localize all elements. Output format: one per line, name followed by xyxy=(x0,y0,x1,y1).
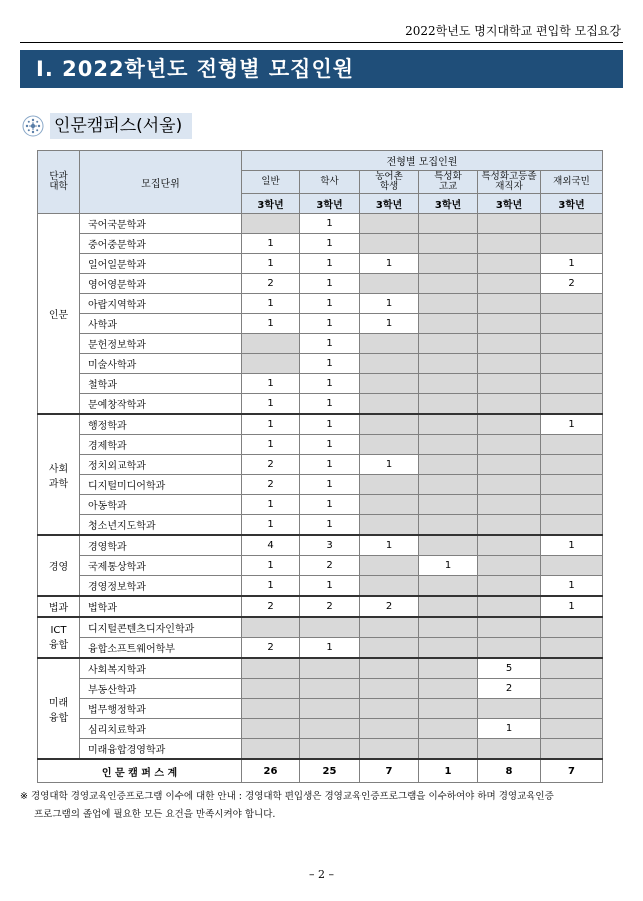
unit-cell: 심리치료학과 xyxy=(80,719,242,739)
total-cell: 26 xyxy=(242,759,300,783)
count-cell xyxy=(242,214,300,234)
count-cell: 1 xyxy=(360,535,419,556)
table-row xyxy=(38,699,603,719)
count-cell xyxy=(541,658,603,679)
count-cell xyxy=(478,596,541,617)
count-cell xyxy=(242,354,300,374)
count-cell xyxy=(541,314,603,334)
count-cell: 1 xyxy=(300,374,360,394)
count-cell xyxy=(478,495,541,515)
count-cell xyxy=(300,679,360,699)
count-cell: 1 xyxy=(541,254,603,274)
college-column-header: 단과 대학 xyxy=(38,151,80,214)
count-cell xyxy=(541,354,603,374)
count-cell xyxy=(360,274,419,294)
type-header: 농어촌 학생 xyxy=(360,171,419,194)
count-cell xyxy=(541,617,603,638)
count-cell xyxy=(419,414,478,435)
college-cell: 인문 xyxy=(38,214,80,415)
count-cell: 1 xyxy=(300,314,360,334)
count-cell: 2 xyxy=(242,455,300,475)
count-cell: 2 xyxy=(242,274,300,294)
count-cell: 1 xyxy=(242,374,300,394)
footnote-line: ※ 경영대학 경영교육인증프로그램 이수에 대한 안내 : 경영대학 편입생은 경영교육인증프로그램을 이수하여야 하며 경영교육인증 xyxy=(20,791,554,802)
count-cell xyxy=(360,658,419,679)
unit-cell: 청소년지도학과 xyxy=(80,515,242,536)
count-cell: 1 xyxy=(242,495,300,515)
count-cell xyxy=(360,699,419,719)
count-cell: 1 xyxy=(242,254,300,274)
count-cell xyxy=(541,638,603,659)
total-cell: 7 xyxy=(360,759,419,783)
college-cell: 법과 xyxy=(38,596,80,617)
count-cell xyxy=(478,274,541,294)
page-number: – 2 – xyxy=(309,868,334,881)
count-cell: 2 xyxy=(242,475,300,495)
unit-cell: 법학과 xyxy=(80,596,242,617)
count-cell xyxy=(478,234,541,254)
count-cell xyxy=(419,314,478,334)
count-cell xyxy=(541,556,603,576)
table-row xyxy=(38,739,603,760)
count-cell: 1 xyxy=(300,414,360,435)
count-cell: 1 xyxy=(541,596,603,617)
unit-cell: 아랍지역학과 xyxy=(80,294,242,314)
count-cell xyxy=(478,576,541,597)
count-cell xyxy=(419,234,478,254)
section-heading xyxy=(22,113,192,139)
count-cell xyxy=(478,556,541,576)
count-cell xyxy=(541,679,603,699)
count-cell: 1 xyxy=(360,294,419,314)
count-cell: 1 xyxy=(300,214,360,234)
count-cell: 4 xyxy=(242,535,300,556)
count-cell xyxy=(541,515,603,536)
count-cell: 1 xyxy=(300,334,360,354)
unit-cell: 사학과 xyxy=(80,314,242,334)
count-cell: 1 xyxy=(541,576,603,597)
count-cell: 3 xyxy=(300,535,360,556)
table-row xyxy=(38,535,603,556)
count-cell: 2 xyxy=(242,638,300,659)
count-cell xyxy=(419,354,478,374)
table-row xyxy=(38,596,603,617)
table-row xyxy=(38,274,603,294)
count-cell xyxy=(419,274,478,294)
unit-cell: 정치외교학과 xyxy=(80,455,242,475)
type-header: 학사 xyxy=(300,171,360,194)
college-cell: ICT 융합 xyxy=(38,617,80,658)
count-cell xyxy=(541,475,603,495)
count-cell xyxy=(242,334,300,354)
count-cell xyxy=(360,334,419,354)
count-cell xyxy=(478,535,541,556)
table-row xyxy=(38,556,603,576)
count-cell xyxy=(419,214,478,234)
count-cell: 1 xyxy=(300,515,360,536)
count-cell xyxy=(541,739,603,760)
table-row xyxy=(38,435,603,455)
count-cell xyxy=(541,214,603,234)
table-row xyxy=(38,374,603,394)
college-cell: 미래 융합 xyxy=(38,658,80,759)
count-cell xyxy=(360,739,419,760)
count-cell xyxy=(360,679,419,699)
unit-cell: 경제학과 xyxy=(80,435,242,455)
table-row xyxy=(38,354,603,374)
count-cell: 1 xyxy=(541,414,603,435)
count-cell: 1 xyxy=(541,535,603,556)
table-row xyxy=(38,679,603,699)
count-cell: 2 xyxy=(300,556,360,576)
count-cell xyxy=(419,617,478,638)
count-cell xyxy=(419,435,478,455)
count-cell xyxy=(478,374,541,394)
college-cell: 사회 과학 xyxy=(38,414,80,535)
count-cell: 1 xyxy=(300,495,360,515)
count-cell xyxy=(541,455,603,475)
count-cell xyxy=(419,455,478,475)
unit-cell: 문헌정보학과 xyxy=(80,334,242,354)
count-cell xyxy=(478,214,541,234)
unit-cell: 영어영문학과 xyxy=(80,274,242,294)
unit-cell: 국제통상학과 xyxy=(80,556,242,576)
count-cell xyxy=(360,475,419,495)
count-cell xyxy=(541,495,603,515)
campus-emblem-icon xyxy=(22,115,44,137)
count-cell: 1 xyxy=(360,254,419,274)
unit-cell: 미래융합경영학과 xyxy=(80,739,242,760)
grade-header: 3학년 xyxy=(419,194,478,214)
count-cell xyxy=(478,475,541,495)
grade-header: 3학년 xyxy=(242,194,300,214)
footnote-line: 프로그램의 졸업에 필요한 모든 요건을 만족시켜야 합니다. xyxy=(34,809,276,820)
count-cell: 1 xyxy=(242,414,300,435)
count-cell xyxy=(242,719,300,739)
table-row xyxy=(38,214,603,234)
count-cell xyxy=(419,535,478,556)
unit-cell: 일어일문학과 xyxy=(80,254,242,274)
count-cell xyxy=(360,435,419,455)
count-cell: 2 xyxy=(478,679,541,699)
count-cell xyxy=(419,374,478,394)
count-cell xyxy=(360,354,419,374)
table-row xyxy=(38,254,603,274)
table-row xyxy=(38,515,603,536)
count-cell: 1 xyxy=(300,274,360,294)
page-title: Ⅰ. 2022학년도 전형별 모집인원 xyxy=(20,50,623,88)
count-cell: 1 xyxy=(242,234,300,254)
count-cell xyxy=(242,658,300,679)
count-cell: 1 xyxy=(242,314,300,334)
table-row xyxy=(38,475,603,495)
section-title: 인문캠퍼스(서울) xyxy=(50,113,192,139)
type-header: 재외국민 xyxy=(541,171,603,194)
count-cell xyxy=(419,495,478,515)
count-cell xyxy=(300,739,360,760)
count-cell: 1 xyxy=(360,314,419,334)
count-cell xyxy=(541,234,603,254)
count-cell: 1 xyxy=(300,354,360,374)
count-cell xyxy=(242,617,300,638)
count-cell xyxy=(360,214,419,234)
count-cell: 1 xyxy=(242,394,300,415)
table-row xyxy=(38,638,603,659)
count-cell: 1 xyxy=(300,576,360,597)
count-cell xyxy=(419,596,478,617)
table-row xyxy=(38,334,603,354)
count-cell xyxy=(419,576,478,597)
header-divider xyxy=(20,42,623,43)
unit-cell: 경영학과 xyxy=(80,535,242,556)
count-cell: 1 xyxy=(300,435,360,455)
count-cell xyxy=(360,576,419,597)
count-cell xyxy=(478,314,541,334)
unit-cell: 부동산학과 xyxy=(80,679,242,699)
unit-cell: 중어중문학과 xyxy=(80,234,242,254)
count-cell xyxy=(300,658,360,679)
count-cell xyxy=(478,617,541,638)
count-cell xyxy=(541,394,603,415)
count-cell xyxy=(478,334,541,354)
admissions-table xyxy=(37,150,603,783)
count-cell xyxy=(242,739,300,760)
table-row xyxy=(38,719,603,739)
unit-cell: 디지털콘텐츠디자인학과 xyxy=(80,617,242,638)
total-cell: 1 xyxy=(419,759,478,783)
table-row xyxy=(38,455,603,475)
unit-column-header: 모집단위 xyxy=(80,151,242,214)
count-cell xyxy=(419,658,478,679)
table-row xyxy=(38,617,603,638)
count-cell xyxy=(242,699,300,719)
count-cell xyxy=(419,515,478,536)
count-cell xyxy=(360,495,419,515)
table-row xyxy=(38,495,603,515)
count-cell xyxy=(300,617,360,638)
count-cell: 2 xyxy=(242,596,300,617)
unit-cell: 융합소프트웨어학부 xyxy=(80,638,242,659)
unit-cell: 법무행정학과 xyxy=(80,699,242,719)
table-row xyxy=(38,234,603,254)
count-cell xyxy=(360,515,419,536)
count-cell xyxy=(419,739,478,760)
count-cell xyxy=(478,354,541,374)
count-cell xyxy=(419,638,478,659)
footnote xyxy=(20,788,625,824)
count-cell xyxy=(419,475,478,495)
count-cell xyxy=(300,719,360,739)
count-cell xyxy=(541,334,603,354)
type-header: 일반 xyxy=(242,171,300,194)
count-cell: 1 xyxy=(242,515,300,536)
count-cell xyxy=(478,638,541,659)
count-cell xyxy=(541,435,603,455)
table-row xyxy=(38,576,603,597)
grade-header: 3학년 xyxy=(541,194,603,214)
count-cell: 2 xyxy=(541,274,603,294)
count-cell xyxy=(541,374,603,394)
unit-cell: 사회복지학과 xyxy=(80,658,242,679)
count-cell: 1 xyxy=(242,556,300,576)
table-row xyxy=(38,414,603,435)
count-cell: 1 xyxy=(300,475,360,495)
count-cell xyxy=(360,719,419,739)
unit-cell: 행정학과 xyxy=(80,414,242,435)
count-cell: 1 xyxy=(300,234,360,254)
total-cell: 7 xyxy=(541,759,603,783)
count-cell xyxy=(478,435,541,455)
unit-cell: 디지털미디어학과 xyxy=(80,475,242,495)
unit-cell: 문예창작학과 xyxy=(80,394,242,415)
count-cell: 2 xyxy=(300,596,360,617)
count-cell xyxy=(360,556,419,576)
count-cell xyxy=(478,254,541,274)
count-cell: 1 xyxy=(300,455,360,475)
total-label: 인 문 캠 퍼 스 계 xyxy=(38,759,242,783)
count-cell xyxy=(541,294,603,314)
table-row xyxy=(38,394,603,415)
count-cell: 5 xyxy=(478,658,541,679)
grade-header: 3학년 xyxy=(360,194,419,214)
count-cell: 1 xyxy=(242,576,300,597)
count-cell xyxy=(478,414,541,435)
unit-cell: 미술사학과 xyxy=(80,354,242,374)
count-cell xyxy=(360,394,419,415)
total-cell: 25 xyxy=(300,759,360,783)
count-cell: 1 xyxy=(242,435,300,455)
count-cell: 1 xyxy=(300,638,360,659)
count-cell xyxy=(360,374,419,394)
count-cell xyxy=(541,719,603,739)
count-cell xyxy=(419,254,478,274)
type-header: 특성화고등졸 재직자 xyxy=(478,171,541,194)
type-header: 특성화 고교 xyxy=(419,171,478,194)
total-cell: 8 xyxy=(478,759,541,783)
count-cell: 2 xyxy=(360,596,419,617)
count-cell: 1 xyxy=(360,455,419,475)
unit-cell: 철학과 xyxy=(80,374,242,394)
document-header: 2022학년도 명지대학교 편입학 모집요강 xyxy=(405,24,621,38)
count-cell xyxy=(360,638,419,659)
count-cell xyxy=(360,617,419,638)
count-cell xyxy=(478,394,541,415)
count-cell xyxy=(478,294,541,314)
count-cell xyxy=(419,699,478,719)
unit-cell: 경영정보학과 xyxy=(80,576,242,597)
table-row xyxy=(38,294,603,314)
count-cell xyxy=(478,699,541,719)
unit-cell: 국어국문학과 xyxy=(80,214,242,234)
count-cell xyxy=(478,455,541,475)
count-cell xyxy=(300,699,360,719)
count-cell xyxy=(360,234,419,254)
count-cell: 1 xyxy=(242,294,300,314)
group-header: 전형별 모집인원 xyxy=(242,151,603,171)
count-cell xyxy=(419,394,478,415)
count-cell: 1 xyxy=(300,294,360,314)
grade-header: 3학년 xyxy=(300,194,360,214)
table-row xyxy=(38,658,603,679)
table-row xyxy=(38,314,603,334)
total-row xyxy=(38,759,603,783)
count-cell xyxy=(360,414,419,435)
count-cell xyxy=(541,699,603,719)
count-cell xyxy=(478,515,541,536)
count-cell xyxy=(419,719,478,739)
count-cell xyxy=(419,334,478,354)
count-cell xyxy=(419,294,478,314)
count-cell xyxy=(242,679,300,699)
count-cell: 1 xyxy=(478,719,541,739)
unit-cell: 아동학과 xyxy=(80,495,242,515)
count-cell: 1 xyxy=(300,254,360,274)
grade-header: 3학년 xyxy=(478,194,541,214)
count-cell: 1 xyxy=(300,394,360,415)
count-cell: 1 xyxy=(419,556,478,576)
count-cell xyxy=(478,739,541,760)
count-cell xyxy=(419,679,478,699)
college-cell: 경영 xyxy=(38,535,80,596)
